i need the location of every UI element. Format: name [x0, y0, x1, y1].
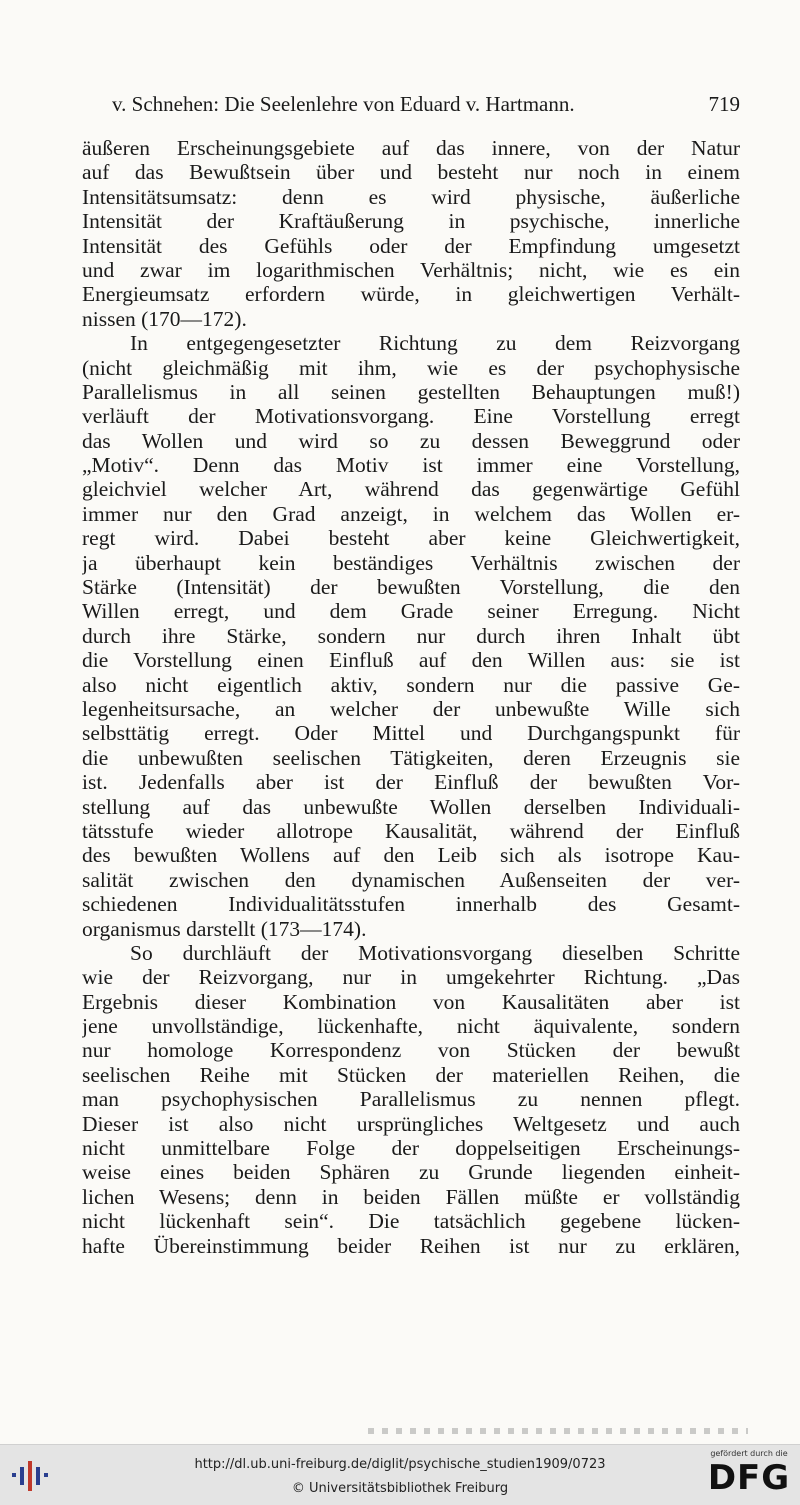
text-line: die Vorstellung einen Einfluß auf den Willen aus: sie ist — [82, 648, 740, 673]
text-line: Energieumsatz erfordern würde, in gleichwertigen Verhält- — [82, 282, 740, 307]
text-line: seelischen Reihe mit Stücken der materiellen Reihen, die — [82, 1062, 740, 1087]
text-line: des bewußten Wollens auf den Leib sich als isotrope Kau- — [82, 843, 740, 868]
text-line: verläuft der Motivationsvorgang. Eine Vorstellung erregt — [82, 404, 740, 429]
text-line: nicht unmittelbare Folge der doppelseitigen Erscheinungs- — [82, 1136, 740, 1161]
text-line: Intensität der Kraftäußerung in psychische, innerliche — [82, 209, 740, 234]
text-line: Willen erregt, und dem Grade seiner Erregung. Nicht — [82, 599, 740, 624]
text-line: und zwar im logarithmischen Verhältnis; nicht, wie es ein — [82, 257, 740, 282]
text-line: weise eines beiden Sphären zu Grunde liegenden einheit- — [82, 1160, 740, 1185]
text-line: hafte Übereinstimmung beider Reihen ist nur zu erklären, — [82, 1233, 740, 1258]
text-line: salität zwischen den dynamischen Außenseiten der ver- — [82, 867, 740, 892]
text-line: nissen (170—172). — [82, 306, 247, 331]
text-line: legenheitsursache, an welcher der unbewußte Wille sich — [82, 696, 740, 721]
text-line: selbsttätig erregt. Oder Mittel und Durchgangspunkt für — [82, 721, 740, 746]
page-number: 719 — [708, 92, 740, 116]
text-line: ist. Jedenfalls aber ist der Einfluß der bewußten Vor- — [82, 770, 740, 795]
dfg-logo-text: DFG — [707, 1458, 791, 1498]
text-line: die unbewußten seelischen Tätigkeiten, deren Erzeugnis sie — [82, 745, 740, 770]
text-line: schiedenen Individualitätsstufen innerhalb des Gesamt- — [82, 892, 740, 917]
text-line: Dieser ist also nicht ursprüngliches Weltgesetz und auch — [82, 1111, 740, 1136]
text-line: äußeren Erscheinungsgebiete auf das innere, von der Natur — [82, 136, 740, 160]
text-line: auf das Bewußtsein über und besteht nur noch in einem — [82, 160, 740, 185]
running-head-title: v. Schnehen: Die Seelenlehre von Eduard v. Hartmann. — [112, 92, 575, 116]
text-line: stellung auf das unbewußte Wollen derselben Individuali- — [82, 794, 740, 819]
scan-artifact — [368, 1428, 748, 1434]
dfg-funding-note: gefördert durch die — [710, 1449, 788, 1458]
text-line: Intensitätsumsatz: denn es wird physische, äußerliche — [82, 184, 740, 209]
text-line: das Wollen und wird so zu dessen Beweggrund oder — [82, 428, 740, 453]
text-line: gleichviel welcher Art, während das gegenwärtige Gefühl — [82, 477, 740, 502]
text-line: In entgegengesetzter Richtung zu dem Reizvorgang — [130, 331, 740, 356]
text-line: „Motiv“. Denn das Motiv ist immer eine Vorstellung, — [82, 453, 740, 478]
text-line: Ergebnis dieser Kombination von Kausalitäten aber ist — [82, 989, 740, 1014]
text-line: durch ihre Stärke, sondern nur durch ihren Inhalt übt — [82, 623, 740, 648]
text-line: wie der Reizvorgang, nur in umgekehrter Richtung. „Das — [82, 965, 740, 990]
text-line: organismus darstellt (173—174). — [82, 916, 367, 941]
text-line: nicht lückenhaft sein“. Die tatsächlich gegebene lücken- — [82, 1209, 740, 1234]
text-line: also nicht eigentlich aktiv, sondern nur die passive Ge- — [82, 672, 740, 697]
text-line: Intensität des Gefühls oder der Empfindung umgesetzt — [82, 233, 740, 258]
text-line: Stärke (Intensität) der bewußten Vorstellung, die den — [82, 575, 740, 600]
copyright-notice: © Universitätsbibliothek Freiburg — [291, 1481, 509, 1496]
text-line: regt wird. Dabei besteht aber keine Gleichwertigkeit, — [82, 526, 740, 551]
text-line: Parallelismus in all seinen gestellten Behauptungen muß!) — [82, 379, 740, 404]
body-text — [82, 136, 740, 1258]
text-line: (nicht gleichmäßig mit ihm, wie es der psychophysische — [82, 355, 740, 380]
text-line: ja überhaupt kein beständiges Verhältnis zwischen der — [82, 550, 740, 575]
running-head — [112, 92, 740, 118]
text-line: So durchläuft der Motivationsvorgang dieselben Schritte — [130, 940, 740, 965]
permalink-url[interactable]: http://dl.ub.uni-freiburg.de/diglit/psychische_studien1909/0723 — [194, 1457, 606, 1472]
dfg-logo-icon[interactable] — [704, 1449, 794, 1503]
text-line: nur homologe Korrespondenz von Stücken der bewußt — [82, 1038, 740, 1063]
text-line: tätsstufe wieder allotrope Kausalität, während der Einfluß — [82, 818, 740, 843]
text-line: man psychophysischen Parallelismus zu nennen pflegt. — [82, 1087, 740, 1112]
viewer-footer — [0, 1444, 800, 1505]
text-line: jene unvollständige, lückenhafte, nicht äquivalente, sondern — [82, 1014, 740, 1039]
text-line: lichen Wesens; denn in beiden Fällen müßte er vollständig — [82, 1184, 740, 1209]
text-line: immer nur den Grad anzeigt, in welchem das Wollen er- — [82, 501, 740, 526]
